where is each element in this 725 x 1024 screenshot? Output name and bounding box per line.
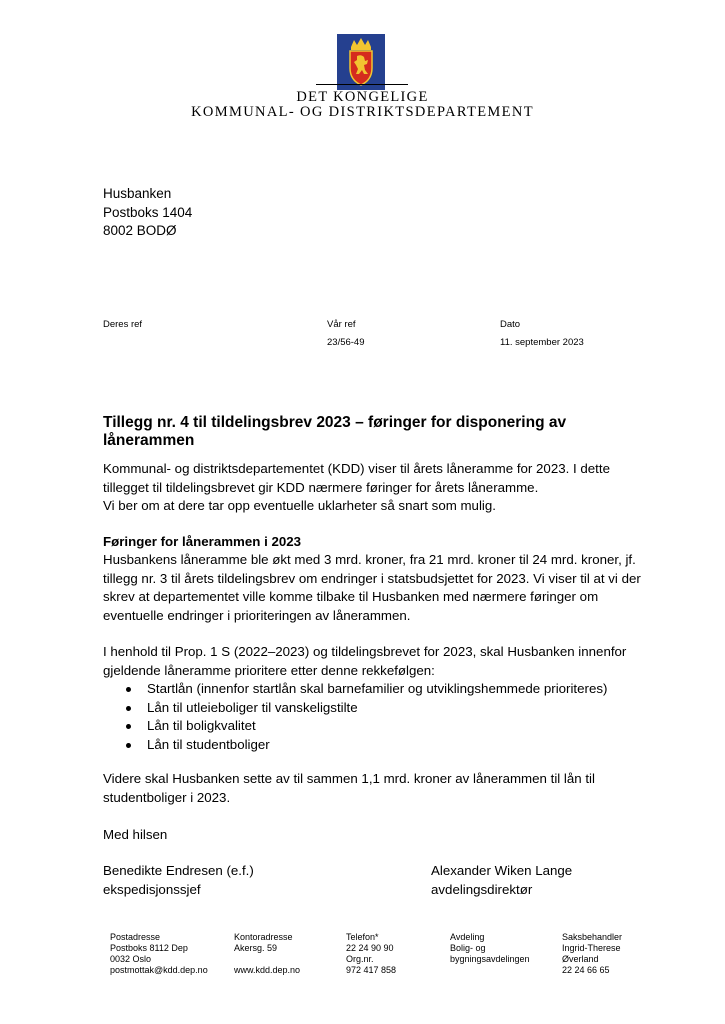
recipient-line: Postboks 1404 bbox=[103, 204, 193, 220]
list-item bbox=[103, 717, 607, 736]
list-item-text: Lån til studentboliger bbox=[147, 736, 270, 752]
bullet-icon bbox=[126, 706, 131, 711]
footer-label: Saksbehandler bbox=[562, 932, 623, 942]
bullet-icon bbox=[126, 724, 131, 729]
bullet-icon bbox=[126, 687, 131, 692]
footer-avdeling bbox=[450, 932, 530, 965]
footer-label: Avdeling bbox=[450, 932, 485, 942]
footer-value: postmottak@kdd.dep.no bbox=[110, 965, 208, 975]
footer-value: Postboks 8112 Dep bbox=[110, 943, 188, 953]
paragraph-line: Videre skal Husbanken sette av til sammen 1,1 mrd. kroner av lånerammen til lån til bbox=[103, 771, 595, 786]
dato-label: Dato bbox=[500, 319, 521, 330]
department-name-line1: DET KONGELIGE bbox=[296, 89, 429, 105]
footer-label: Kontoradresse bbox=[234, 932, 293, 942]
list-item bbox=[103, 699, 607, 718]
paragraph-line: studentboliger i 2023. bbox=[103, 789, 231, 805]
section-heading: Føringer for lånerammen i 2023 bbox=[103, 534, 302, 549]
paragraph-line: tillegget til tildelingsbrevet gir KDD nærmere føringer for årets låneramme. bbox=[103, 479, 539, 495]
list-item bbox=[103, 736, 607, 755]
footer-kontoradresse bbox=[234, 932, 300, 976]
var-ref-value: 23/56-49 bbox=[327, 337, 365, 348]
footer-value: 972 417 858 bbox=[346, 965, 397, 975]
footer-telefon bbox=[346, 932, 396, 976]
signer-name: Benedikte Endresen (e.f.) bbox=[103, 863, 254, 878]
signer-title: ekspedisjonssjef bbox=[103, 882, 201, 897]
footer-value: Org.nr. bbox=[346, 954, 374, 964]
priority-list bbox=[103, 680, 607, 754]
footer-saksbehandler bbox=[562, 932, 622, 976]
footer-value: 22 24 90 90 bbox=[346, 943, 394, 953]
paragraph-line: eventuelle endringer i prioriteringen av lånerammen. bbox=[103, 607, 411, 623]
bullet-icon bbox=[126, 743, 131, 748]
deres-ref-label: Deres ref bbox=[103, 319, 143, 330]
header-rule bbox=[316, 84, 408, 85]
paragraph-line: tillegg nr. 3 til årets tildelingsbrev om endringer i statsbudsjettet for 2023. Vi viser til at vi der bbox=[103, 570, 641, 586]
paragraph-line: I henhold til Prop. 1 S (2022–2023) og tildelingsbrevet for 2023, skal Husbanken innenfor bbox=[103, 644, 627, 659]
footer-value: 0032 Oslo bbox=[110, 954, 152, 964]
intro-paragraph bbox=[103, 460, 663, 516]
department-name-line2: KOMMUNAL- OG DISTRIKTSDEPARTEMENT bbox=[191, 104, 534, 120]
footer-value: www.kdd.dep.no bbox=[234, 965, 301, 975]
dato-value: 11. september 2023 bbox=[500, 337, 584, 348]
footer-value bbox=[234, 954, 300, 965]
paragraph-line: skrev at departementet ville komme tilbake til Husbanken med nærmere føringer om bbox=[103, 589, 599, 604]
footer-label: Postadresse bbox=[110, 932, 161, 942]
signature-left bbox=[103, 861, 254, 899]
paragraph-1 bbox=[103, 551, 663, 625]
letter-title: Tillegg nr. 4 til tildelingsbrev 2023 – føringer for disponering av lånerammen bbox=[103, 414, 567, 449]
paragraph-line: Husbankens låneramme ble økt med 3 mrd. kroner, fra 21 mrd. kroner til 24 mrd. kroner, jf. bbox=[103, 552, 636, 567]
paragraph-3 bbox=[103, 770, 663, 807]
paragraph-line: gjeldende låneramme prioritere etter denne rekkefølgen: bbox=[103, 662, 435, 678]
signature-right bbox=[431, 861, 572, 899]
var-ref-label: Vår ref bbox=[327, 319, 356, 330]
list-item-text: Lån til utleieboliger til vanskeligstilte bbox=[147, 699, 358, 715]
footer-value: Øverland bbox=[562, 954, 599, 964]
coat-of-arms-logo bbox=[337, 34, 385, 90]
footer-value: bygningsavdelingen bbox=[450, 954, 530, 964]
recipient-address bbox=[103, 185, 192, 241]
paragraph-2 bbox=[103, 643, 663, 680]
signer-name: Alexander Wiken Lange bbox=[431, 863, 573, 878]
footer-postadresse bbox=[110, 932, 208, 976]
recipient-line: 8002 BODØ bbox=[103, 223, 177, 238]
footer-value: 22 24 66 65 bbox=[562, 965, 610, 975]
paragraph-line: Kommunal- og distriktsdepartementet (KDD) viser til årets låneramme for 2023. I dette bbox=[103, 461, 610, 476]
footer-value: Bolig- og bbox=[450, 943, 486, 953]
footer-value: Ingrid-Therese bbox=[562, 943, 621, 953]
paragraph-line: Vi ber om at dere tar opp eventuelle uklarheter så snart som mulig. bbox=[103, 498, 496, 513]
list-item bbox=[103, 680, 607, 699]
recipient-line: Husbanken bbox=[103, 186, 172, 201]
footer-value: Akersg. 59 bbox=[234, 943, 278, 953]
list-item-text: Lån til boligkvalitet bbox=[147, 718, 256, 733]
footer-label: Telefon* bbox=[346, 932, 379, 942]
closing: Med hilsen bbox=[103, 827, 168, 842]
list-item-text: Startlån (innenfor startlån skal barnefamilier og utviklingshemmede prioriteres) bbox=[147, 681, 608, 696]
signer-title: avdelingsdirektør bbox=[431, 882, 533, 897]
